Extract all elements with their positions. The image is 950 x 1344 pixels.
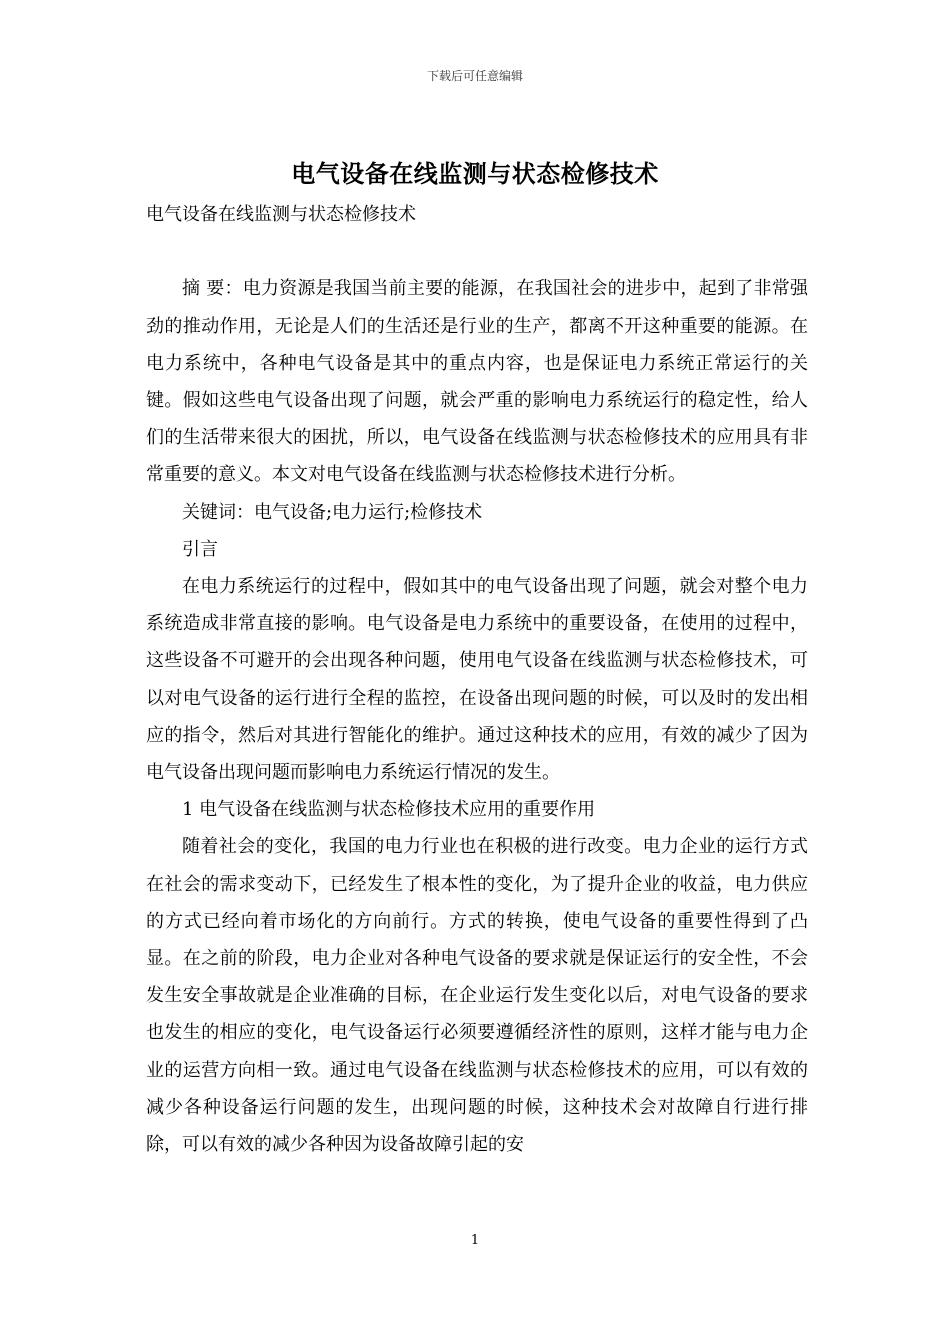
document-title: 电气设备在线监测与状态检修技术 [291, 159, 659, 188]
keywords-line: 关键词：电气设备;电力运行;检修技术 [182, 501, 483, 523]
intro-paragraph: 在电力系统运行的过程中，假如其中的电气设备出现了问题，就会对整个电力系统造成非常直接的影响。电气设备是电力系统中的重要设备，在使用的过程中，这些设备不可避开的会出现各种问题，使用电气设备在线监测与状态检修技术，可以对电气设备的运行进行全程的监控，在设备出现问题的时候，可以及时的发出相应的指令，然后对其进行智能化的维护。通过这种技术的应用，有效的减少了因为电气设备出现问题而影响电力系统运行情况的发生。 [146, 576, 808, 784]
document-body [146, 196, 808, 1163]
section-1-paragraph: 随着社会的变化，我国的电力行业也在积极的进行改变。电力企业的运行方式在社会的需求变动下，已经发生了根本性的变化，为了提升企业的收益，电力供应的方式已经向着市场化的方向前行。方式的转换，使电气设备的重要性得到了凸显。在之前的阶段，电力企业对各种电气设备的要求就是保证运行的安全性，不会发生安全事故就是企业准确的目标，在企业运行发生变化以后，对电气设备的要求也发生的相应的变化，电气设备运行必须要遵循经济性的原则，这样才能与电力企业的运营方向相一致。通过电气设备在线监测与状态检修技术的应用，可以有效的减少各种设备运行问题的发生，出现问题的时候，这种技术会对故障自行进行排除，可以有效的减少各种因为设备故障引起的安 [146, 836, 808, 1156]
page-header-note: 下载后可任意编辑 [426, 69, 523, 83]
intro-heading: 引言 [182, 538, 218, 560]
page-number: 1 [470, 1233, 480, 1248]
section-1-heading: 1 电气设备在线监测与状态检修技术应用的重要作用 [182, 799, 596, 821]
document-subtitle: 电气设备在线监测与状态检修技术 [146, 204, 416, 225]
abstract-paragraph: 摘 要：电力资源是我国当前主要的能源，在我国社会的进步中，起到了非常强劲的推动作用，无论是人们的生活还是行业的生产，都离不开这种重要的能源。在电力系统中，各种电气设备是其中的重点内容，也是保证电力系统正常运行的关键。假如这些电气设备出现了问题，就会严重的影响电力系统运行的稳定性，给人们的生活带来很大的困扰，所以，电气设备在线监测与状态检修技术的应用具有非常重要的意义。本文对电气设备在线监测与状态检修技术进行分析。 [146, 278, 808, 486]
